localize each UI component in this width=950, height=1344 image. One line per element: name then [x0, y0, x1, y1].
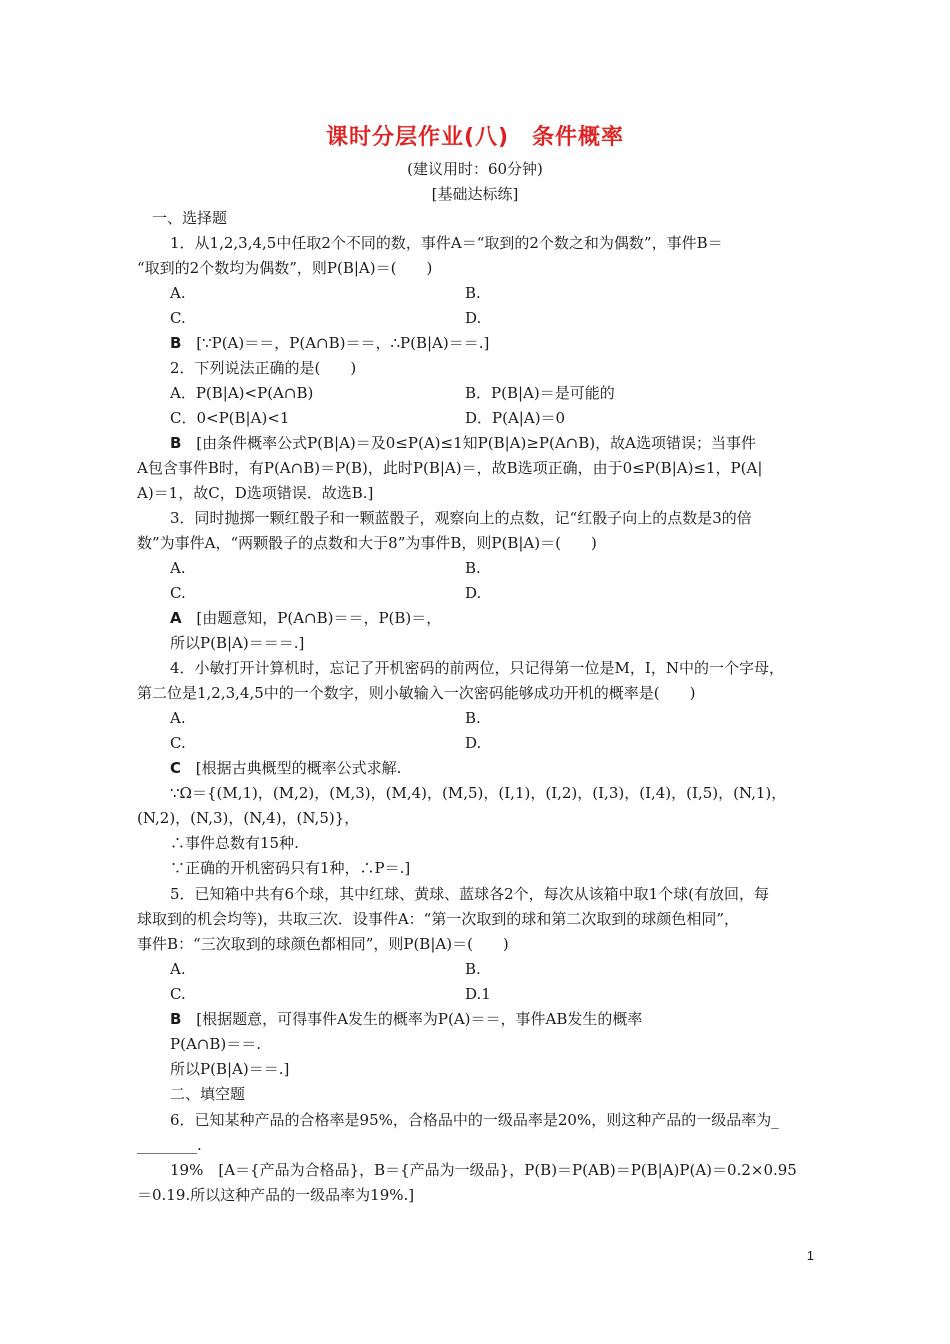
answer-text: [由条件概率公式P(B|A)＝及0≤P(A)≤1知P(B|A)≥P(A∩B)，故A选项错误；当事件	[196, 434, 756, 452]
answer-text: (N,2)，(N,3)，(N,4)，(N,5)}，	[137, 809, 360, 827]
section-heading: 一、选择题	[152, 209, 228, 227]
answer-text: P(A∩B)＝＝.	[170, 1035, 261, 1053]
answer-line	[170, 433, 756, 453]
option-d: D.	[465, 734, 482, 752]
option-d: D.	[465, 584, 482, 602]
question-stem: ________.	[137, 1136, 202, 1154]
section-heading: 二、填空题	[170, 1085, 246, 1103]
answer-text: A)＝1，故C，D选项错误．故选B.]	[137, 484, 374, 502]
question-stem: 事件B：“三次取到的球颜色都相同”，则P(B|A)＝( )	[137, 935, 509, 953]
option-c: C.	[170, 584, 186, 602]
answer-text: 所以P(B|A)＝＝＝.]	[170, 634, 305, 652]
question-stem: 第二位是1,2,3,4,5中的一个数字，则小敏输入一次密码能够成功开机的概率是( )	[137, 684, 696, 702]
answer-text: ∵正确的开机密码只有1种，∴P＝.]	[170, 859, 411, 877]
page-title: 课时分层作业(八) 条件概率	[325, 125, 625, 150]
answer-text: A包含事件B时，有P(A∩B)＝P(B)，此时P(B|A)＝，故B选项正确，由于0≤P(B|A)≤1，P(A|	[137, 459, 763, 477]
option-a: A.	[170, 559, 186, 577]
answer-line	[170, 758, 401, 778]
answer-letter: A	[170, 609, 182, 627]
answer-text: 所以P(B|A)＝＝.]	[170, 1060, 290, 1078]
answer-line	[170, 608, 441, 628]
option-a: A．P(B|A)<P(A∩B)	[170, 384, 314, 402]
option-c: C.	[170, 734, 186, 752]
level-label: [基础达标练]	[431, 185, 519, 203]
option-a: A.	[170, 709, 186, 727]
question-stem: 1．从1,2,3,4,5中任取2个不同的数，事件A＝“取到的2个数之和为偶数”，事件B＝	[170, 234, 723, 252]
question-stem: 4．小敏打开计算机时，忘记了开机密码的前两位，只记得第一位是M，I，N中的一个字母，	[170, 659, 784, 677]
option-b: B.	[465, 559, 481, 577]
question-stem: 数”为事件A，“两颗骰子的点数和大于8”为事件B，则P(B|A)＝( )	[137, 534, 597, 552]
answer-line	[170, 1009, 642, 1029]
question-stem: 6．已知某种产品的合格率是95%，合格品中的一级品率是20%，则这种产品的一级品率为_	[170, 1111, 779, 1129]
question-stem: 3．同时抛掷一颗红骰子和一颗蓝骰子，观察向上的点数，记“红骰子向上的点数是3的倍	[170, 509, 752, 527]
option-c: C.	[170, 985, 186, 1003]
option-d: D.	[465, 309, 482, 327]
question-stem: 2．下列说法正确的是( )	[170, 359, 357, 377]
answer-letter: C	[170, 759, 182, 777]
answer-text: 19% [A＝{产品为合格品}，B＝{产品为一级品}，P(B)＝P(AB)＝P(B|A)P(A)＝0.2×0.95	[170, 1161, 797, 1179]
question-stem: 5．已知箱中共有6个球，其中红球、黄球、蓝球各2个，每次从该箱中取1个球(有放回，每	[170, 885, 770, 903]
answer-text: [由题意知，P(A∩B)＝＝，P(B)＝，	[196, 609, 442, 627]
option-c: C.	[170, 309, 186, 327]
answer-text: ∵Ω＝{(M,1)，(M,2)，(M,3)，(M,4)，(M,5)，(I,1)，(I,2)，(I,3)，(I,4)，(I,5)，(N,1)，	[170, 784, 787, 802]
answer-letter: B	[170, 434, 182, 452]
answer-line	[170, 333, 489, 353]
answer-text: [∵P(A)＝＝，P(A∩B)＝＝，∴P(B|A)＝＝.]	[196, 334, 490, 352]
answer-text: [根据题意，可得事件A发生的概率为P(A)＝＝，事件AB发生的概率	[196, 1010, 643, 1028]
answer-letter: B	[170, 1010, 182, 1028]
option-a: A.	[170, 960, 186, 978]
answer-text: ＝0.19.所以这种产品的一级品率为19%.]	[137, 1186, 415, 1204]
option-a: A.	[170, 284, 186, 302]
answer-letter: B	[170, 334, 182, 352]
question-stem: 球取到的机会均等)，共取三次．设事件A：“第一次取到的球和第二次取到的球颜色相同”，	[137, 910, 740, 928]
question-stem: “取到的2个数均为偶数”，则P(B|A)＝( )	[137, 259, 433, 277]
option-d: D．P(A|A)＝0	[465, 409, 566, 427]
answer-text: [根据古典概型的概率公式求解.	[195, 759, 402, 777]
option-b: B.	[465, 709, 481, 727]
option-b: B．P(B|A)＝是可能的	[465, 384, 615, 402]
option-b: B.	[465, 284, 481, 302]
option-b: B.	[465, 960, 481, 978]
option-d: D.1	[465, 985, 491, 1003]
page-number: 1	[806, 1248, 814, 1263]
answer-text: ∴事件总数有15种.	[170, 834, 299, 852]
time-hint: (建议用时：60分钟)	[407, 160, 543, 178]
option-c: C．0<P(B|A)<1	[170, 409, 290, 427]
